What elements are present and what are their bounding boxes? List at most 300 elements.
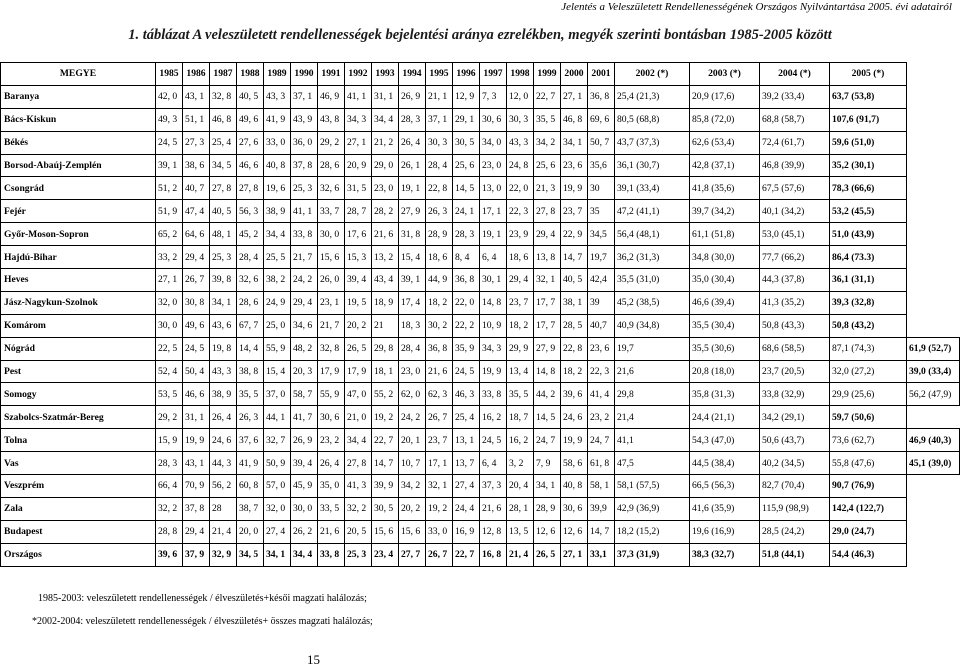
value-cell: 24, 8 bbox=[507, 154, 534, 177]
value-cell: 78,3 (66,6) bbox=[830, 177, 907, 200]
value-cell: 13, 8 bbox=[534, 246, 561, 269]
county-name-cell: Jász-Nagykun-Szolnok bbox=[1, 291, 156, 314]
value-cell: 23, 9 bbox=[507, 223, 534, 246]
value-cell: 46, 8 bbox=[561, 108, 588, 131]
county-name-cell: Zala bbox=[1, 497, 156, 520]
county-name-cell: Csongrád bbox=[1, 177, 156, 200]
value-cell: 29, 4 bbox=[291, 291, 318, 314]
value-cell: 40, 8 bbox=[561, 475, 588, 498]
value-cell: 55,8 (47,6) bbox=[830, 452, 907, 475]
value-cell: 54,4 (46,3) bbox=[830, 543, 907, 566]
value-cell: 43, 6 bbox=[210, 314, 237, 337]
value-cell: 28, 3 bbox=[399, 108, 426, 131]
value-cell: 42,8 (37,1) bbox=[690, 154, 760, 177]
value-cell: 27, 1 bbox=[561, 543, 588, 566]
value-cell: 58,1 (57,5) bbox=[615, 475, 690, 498]
value-cell: 56,4 (48,1) bbox=[615, 223, 690, 246]
value-cell: 37, 9 bbox=[183, 543, 210, 566]
value-cell: 28, 1 bbox=[507, 497, 534, 520]
value-cell: 39, 4 bbox=[291, 452, 318, 475]
value-cell: 28, 6 bbox=[237, 291, 264, 314]
value-cell: 35, 9 bbox=[453, 337, 480, 360]
value-cell: 40,9 (34,8) bbox=[615, 314, 690, 337]
value-cell: 77,7 (66,2) bbox=[760, 246, 830, 269]
value-cell: 59,7 (50,6) bbox=[830, 406, 907, 429]
value-cell: 20,9 (17,6) bbox=[690, 85, 760, 108]
value-cell: 46,8 (39,9) bbox=[760, 154, 830, 177]
value-cell: 35,5 (31,0) bbox=[615, 269, 690, 292]
value-cell: 37, 0 bbox=[264, 383, 291, 406]
value-cell: 7, 9 bbox=[534, 452, 561, 475]
table-row bbox=[1, 269, 960, 292]
value-cell: 23, 2 bbox=[318, 429, 345, 452]
value-cell: 29, 9 bbox=[507, 337, 534, 360]
value-cell: 19,7 bbox=[615, 337, 690, 360]
value-cell: 20, 1 bbox=[399, 429, 426, 452]
value-cell: 35,5 (30,4) bbox=[690, 314, 760, 337]
value-cell: 73,6 (62,7) bbox=[830, 429, 907, 452]
value-cell: 30, 0 bbox=[318, 223, 345, 246]
value-cell: 38,3 (32,7) bbox=[690, 543, 760, 566]
value-cell: 21, 1 bbox=[426, 85, 453, 108]
value-cell: 29, 4 bbox=[183, 520, 210, 543]
value-cell: 26, 5 bbox=[534, 543, 561, 566]
value-cell: 37, 8 bbox=[291, 154, 318, 177]
value-cell: 50, 4 bbox=[183, 360, 210, 383]
value-cell: 38, 9 bbox=[264, 200, 291, 223]
value-cell: 44, 3 bbox=[210, 452, 237, 475]
value-cell: 17, 1 bbox=[426, 452, 453, 475]
table-title: 1. táblázat A veleszületett rendellenességek bejelentési aránya ezrelékben, megyék szerinti bontásban 1985-2005 között bbox=[128, 27, 832, 43]
county-name-cell: Győr-Moson-Sopron bbox=[1, 223, 156, 246]
value-cell: 44,5 (38,4) bbox=[690, 452, 760, 475]
value-cell: 25,4 (21,3) bbox=[615, 85, 690, 108]
value-cell: 30, 1 bbox=[480, 269, 507, 292]
value-cell: 17, 9 bbox=[318, 360, 345, 383]
table-row bbox=[1, 85, 960, 108]
county-name-cell: Tolna bbox=[1, 429, 156, 452]
value-cell: 22, 8 bbox=[426, 177, 453, 200]
value-cell: 34, 2 bbox=[399, 475, 426, 498]
value-cell: 13, 1 bbox=[453, 429, 480, 452]
county-name-cell: Vas bbox=[1, 452, 156, 475]
value-cell: 30, 2 bbox=[426, 314, 453, 337]
value-cell: 21, 6 bbox=[426, 360, 453, 383]
value-cell: 82,7 (70,4) bbox=[760, 475, 830, 498]
value-cell: 18, 7 bbox=[507, 406, 534, 429]
value-cell: 28, 7 bbox=[345, 200, 372, 223]
value-cell: 29,8 bbox=[615, 383, 690, 406]
value-cell: 51, 1 bbox=[183, 108, 210, 131]
value-cell: 21, 2 bbox=[372, 131, 399, 154]
value-cell: 28, 6 bbox=[318, 154, 345, 177]
value-cell: 39,9 bbox=[588, 497, 615, 520]
county-name-cell: Pest bbox=[1, 360, 156, 383]
value-cell: 28,5 (24,2) bbox=[760, 520, 830, 543]
value-cell: 15, 3 bbox=[345, 246, 372, 269]
value-cell: 13, 5 bbox=[507, 520, 534, 543]
value-cell: 23, 7 bbox=[507, 291, 534, 314]
value-cell: 30, 8 bbox=[183, 291, 210, 314]
value-cell: 15, 6 bbox=[318, 246, 345, 269]
value-cell: 17, 7 bbox=[534, 291, 561, 314]
value-cell: 38, 1 bbox=[561, 291, 588, 314]
column-header-year: 1985 bbox=[156, 63, 183, 86]
value-cell: 15, 6 bbox=[372, 520, 399, 543]
value-cell: 32, 7 bbox=[264, 429, 291, 452]
table-row bbox=[1, 452, 960, 475]
value-cell: 6, 4 bbox=[480, 452, 507, 475]
value-cell: 59,6 (51,0) bbox=[830, 131, 907, 154]
value-cell: 64, 6 bbox=[183, 223, 210, 246]
value-cell: 18, 6 bbox=[426, 246, 453, 269]
value-cell: 24, 5 bbox=[453, 360, 480, 383]
value-cell: 27, 4 bbox=[453, 475, 480, 498]
value-cell: 50,8 (43,3) bbox=[760, 314, 830, 337]
column-header-year: 1998 bbox=[507, 63, 534, 86]
value-cell: 22, 0 bbox=[507, 177, 534, 200]
value-cell: 26, 9 bbox=[291, 429, 318, 452]
value-cell: 39, 1 bbox=[156, 154, 183, 177]
value-cell: 66, 4 bbox=[156, 475, 183, 498]
value-cell: 48, 2 bbox=[291, 337, 318, 360]
footnote-2: *2002-2004: veleszületett rendellenességek / élveszületés+ összes magzati halálozás; bbox=[32, 616, 373, 627]
value-cell: 6, 4 bbox=[480, 246, 507, 269]
value-cell: 19, 2 bbox=[372, 406, 399, 429]
county-name-cell: Országos bbox=[1, 543, 156, 566]
value-cell: 24, 5 bbox=[480, 429, 507, 452]
value-cell: 53,2 (45,5) bbox=[830, 200, 907, 223]
table-row bbox=[1, 177, 960, 200]
value-cell: 39, 6 bbox=[156, 543, 183, 566]
value-cell: 87,1 (74,3) bbox=[830, 337, 907, 360]
value-cell: 13, 0 bbox=[480, 177, 507, 200]
value-cell: 19, 8 bbox=[210, 337, 237, 360]
value-cell: 23, 2 bbox=[588, 406, 615, 429]
value-cell: 45, 2 bbox=[237, 223, 264, 246]
column-header-year: 1990 bbox=[291, 63, 318, 86]
value-cell: 40, 5 bbox=[237, 85, 264, 108]
value-cell: 35, 5 bbox=[237, 383, 264, 406]
value-cell: 29, 4 bbox=[507, 269, 534, 292]
table-row bbox=[1, 200, 960, 223]
value-cell: 41, 3 bbox=[345, 475, 372, 498]
county-name-cell: Borsod-Abaúj-Zemplén bbox=[1, 154, 156, 177]
value-cell: 33,8 (32,9) bbox=[760, 383, 830, 406]
value-cell: 19,7 bbox=[588, 246, 615, 269]
table-header-row bbox=[1, 63, 960, 86]
value-cell: 36,1 (31,1) bbox=[830, 269, 907, 292]
value-cell: 58, 1 bbox=[588, 475, 615, 498]
value-cell: 21,4 bbox=[615, 406, 690, 429]
value-cell: 46, 9 bbox=[318, 85, 345, 108]
column-header-year: 1997 bbox=[480, 63, 507, 86]
value-cell: 20, 2 bbox=[399, 497, 426, 520]
value-cell: 57, 0 bbox=[264, 475, 291, 498]
value-cell: 36, 8 bbox=[453, 269, 480, 292]
value-cell: 33, 8 bbox=[318, 543, 345, 566]
value-cell: 41, 9 bbox=[237, 452, 264, 475]
value-cell: 33, 0 bbox=[426, 520, 453, 543]
value-cell: 26, 4 bbox=[210, 406, 237, 429]
value-cell: 43, 4 bbox=[372, 269, 399, 292]
value-cell: 34, 5 bbox=[237, 543, 264, 566]
value-cell: 19, 1 bbox=[480, 223, 507, 246]
value-cell: 10, 9 bbox=[480, 314, 507, 337]
table-row bbox=[1, 131, 960, 154]
value-cell: 45, 9 bbox=[291, 475, 318, 498]
value-cell: 35, 5 bbox=[534, 108, 561, 131]
value-cell: 22, 2 bbox=[453, 314, 480, 337]
value-cell: 46, 3 bbox=[453, 383, 480, 406]
value-cell: 40,2 (34,5) bbox=[760, 452, 830, 475]
value-cell: 35, 5 bbox=[507, 383, 534, 406]
value-cell: 29, 4 bbox=[534, 223, 561, 246]
value-cell: 19, 6 bbox=[264, 177, 291, 200]
value-cell: 115,9 (98,9) bbox=[760, 497, 830, 520]
value-cell: 40, 7 bbox=[183, 177, 210, 200]
value-cell: 36, 8 bbox=[588, 85, 615, 108]
value-cell: 13, 7 bbox=[453, 452, 480, 475]
value-cell: 85,8 (72,0) bbox=[690, 108, 760, 131]
value-cell: 39,7 (34,2) bbox=[690, 200, 760, 223]
value-cell: 40, 8 bbox=[264, 154, 291, 177]
value-cell: 44, 2 bbox=[534, 383, 561, 406]
table-row bbox=[1, 383, 960, 406]
value-cell: 28, 5 bbox=[561, 314, 588, 337]
value-cell: 23, 6 bbox=[561, 154, 588, 177]
value-cell: 31, 8 bbox=[399, 223, 426, 246]
value-cell: 26, 2 bbox=[291, 520, 318, 543]
value-cell: 35,8 (31,3) bbox=[690, 383, 760, 406]
value-cell: 34, 5 bbox=[210, 154, 237, 177]
running-header: Jelentés a Veleszületett Rendellenességének Országos Nyilvántartása 2005. évi adatairól bbox=[561, 1, 952, 13]
footnote-1: 1985-2003: veleszületett rendellenességek / élveszületés+késői magzati halálozás; bbox=[38, 593, 367, 604]
county-name-cell: Bács-Kiskun bbox=[1, 108, 156, 131]
value-cell: 19,6 (16,9) bbox=[690, 520, 760, 543]
value-cell: 26, 7 bbox=[426, 543, 453, 566]
value-cell: 35,5 (30,6) bbox=[690, 337, 760, 360]
value-cell: 27, 1 bbox=[345, 131, 372, 154]
table-row bbox=[1, 406, 960, 429]
county-name-cell: Fejér bbox=[1, 200, 156, 223]
value-cell: 46, 6 bbox=[237, 154, 264, 177]
value-cell: 30, 6 bbox=[318, 406, 345, 429]
value-cell: 41, 1 bbox=[345, 85, 372, 108]
value-cell: 39,1 (33,4) bbox=[615, 177, 690, 200]
column-header-year: 1988 bbox=[237, 63, 264, 86]
table-row bbox=[1, 314, 960, 337]
table-row bbox=[1, 337, 960, 360]
value-cell: 56, 2 bbox=[210, 475, 237, 498]
value-cell: 21, 4 bbox=[210, 520, 237, 543]
value-cell: 38, 9 bbox=[210, 383, 237, 406]
value-cell: 28, 4 bbox=[426, 154, 453, 177]
value-cell: 27, 8 bbox=[534, 200, 561, 223]
value-cell: 25, 6 bbox=[453, 154, 480, 177]
value-cell: 12, 6 bbox=[561, 520, 588, 543]
value-cell: 23, 0 bbox=[480, 154, 507, 177]
value-cell: 34, 4 bbox=[291, 543, 318, 566]
column-header-year: 1986 bbox=[183, 63, 210, 86]
value-cell: 46,9 (40,3) bbox=[907, 429, 960, 452]
value-cell: 32, 2 bbox=[345, 497, 372, 520]
county-name-cell: Veszprém bbox=[1, 475, 156, 498]
value-cell: 53,0 (45,1) bbox=[760, 223, 830, 246]
value-cell: 29, 0 bbox=[372, 154, 399, 177]
value-cell: 51,8 (44,1) bbox=[760, 543, 830, 566]
value-cell: 53, 5 bbox=[156, 383, 183, 406]
value-cell: 29, 1 bbox=[453, 108, 480, 131]
value-cell: 41, 1 bbox=[291, 200, 318, 223]
value-cell: 26, 4 bbox=[318, 452, 345, 475]
column-header-year: 1991 bbox=[318, 63, 345, 86]
table-row bbox=[1, 429, 960, 452]
value-cell: 18, 2 bbox=[507, 314, 534, 337]
value-cell: 23, 7 bbox=[426, 429, 453, 452]
value-cell: 38, 6 bbox=[183, 154, 210, 177]
value-cell: 21, 7 bbox=[318, 314, 345, 337]
value-cell: 14, 4 bbox=[237, 337, 264, 360]
value-cell: 58, 7 bbox=[291, 383, 318, 406]
value-cell: 28, 3 bbox=[453, 223, 480, 246]
value-cell: 43, 9 bbox=[291, 108, 318, 131]
value-cell: 35,2 (30,1) bbox=[830, 154, 907, 177]
value-cell: 25, 4 bbox=[210, 131, 237, 154]
value-cell: 16, 8 bbox=[480, 543, 507, 566]
value-cell: 34, 1 bbox=[264, 543, 291, 566]
table-row bbox=[1, 520, 960, 543]
column-header-year: 2004 (*) bbox=[760, 63, 830, 86]
value-cell: 24, 5 bbox=[183, 337, 210, 360]
value-cell: 34,8 (30,0) bbox=[690, 246, 760, 269]
value-cell: 36,1 (30,7) bbox=[615, 154, 690, 177]
value-cell: 61,9 (52,7) bbox=[907, 337, 960, 360]
value-cell: 22, 8 bbox=[561, 337, 588, 360]
value-cell: 36, 0 bbox=[291, 131, 318, 154]
value-cell: 25, 3 bbox=[291, 177, 318, 200]
value-cell: 17, 1 bbox=[480, 200, 507, 223]
county-name-cell: Szabolcs-Szatmár-Bereg bbox=[1, 406, 156, 429]
value-cell: 26, 7 bbox=[426, 406, 453, 429]
value-cell: 32, 0 bbox=[264, 497, 291, 520]
value-cell: 37,3 (31,9) bbox=[615, 543, 690, 566]
column-header-year: 1996 bbox=[453, 63, 480, 86]
value-cell: 46,6 (39,4) bbox=[690, 291, 760, 314]
column-header-year: 2003 (*) bbox=[690, 63, 760, 86]
value-cell: 26, 7 bbox=[183, 269, 210, 292]
column-header-year: 2001 bbox=[588, 63, 615, 86]
value-cell: 41,1 bbox=[615, 429, 690, 452]
value-cell: 39,2 (33,4) bbox=[760, 85, 830, 108]
value-cell: 44, 1 bbox=[264, 406, 291, 429]
value-cell: 23, 7 bbox=[561, 200, 588, 223]
column-header-year: 1993 bbox=[372, 63, 399, 86]
page-number: 15 bbox=[307, 652, 320, 667]
value-cell: 49, 3 bbox=[156, 108, 183, 131]
value-cell: 45,1 (39,0) bbox=[907, 452, 960, 475]
value-cell: 20, 2 bbox=[345, 314, 372, 337]
value-cell: 52, 4 bbox=[156, 360, 183, 383]
table-row bbox=[1, 154, 960, 177]
column-header-year: 2000 bbox=[561, 63, 588, 86]
value-cell: 14, 8 bbox=[534, 360, 561, 383]
value-cell: 14, 5 bbox=[453, 177, 480, 200]
value-cell: 23,7 (20,5) bbox=[760, 360, 830, 383]
value-cell: 50,6 (43,7) bbox=[760, 429, 830, 452]
value-cell: 24, 7 bbox=[534, 429, 561, 452]
table-row bbox=[1, 246, 960, 269]
value-cell: 34, 2 bbox=[534, 131, 561, 154]
value-cell: 80,5 (68,8) bbox=[615, 108, 690, 131]
county-name-cell: Baranya bbox=[1, 85, 156, 108]
column-header-year: 2002 (*) bbox=[615, 63, 690, 86]
value-cell: 14, 7 bbox=[588, 520, 615, 543]
value-cell: 50, 7 bbox=[588, 131, 615, 154]
value-cell: 34, 1 bbox=[534, 475, 561, 498]
value-cell: 28, 2 bbox=[372, 200, 399, 223]
column-header-year: 1987 bbox=[210, 63, 237, 86]
value-cell: 30, 5 bbox=[453, 131, 480, 154]
value-cell: 43, 1 bbox=[183, 452, 210, 475]
value-cell: 44, 9 bbox=[426, 269, 453, 292]
value-cell: 69, 6 bbox=[588, 108, 615, 131]
value-cell: 31, 1 bbox=[183, 406, 210, 429]
value-cell: 31, 1 bbox=[372, 85, 399, 108]
value-cell: 34, 1 bbox=[210, 291, 237, 314]
value-cell: 29, 4 bbox=[183, 246, 210, 269]
value-cell: 40, 5 bbox=[210, 200, 237, 223]
table-row bbox=[1, 475, 960, 498]
value-cell: 19, 9 bbox=[561, 177, 588, 200]
value-cell: 86,4 (73.3) bbox=[830, 246, 907, 269]
value-cell: 24,4 (21,1) bbox=[690, 406, 760, 429]
value-cell: 10, 7 bbox=[399, 452, 426, 475]
value-cell: 28, 9 bbox=[534, 497, 561, 520]
table-row bbox=[1, 223, 960, 246]
county-name-cell: Budapest bbox=[1, 520, 156, 543]
value-cell: 62, 0 bbox=[399, 383, 426, 406]
value-cell: 39, 9 bbox=[372, 475, 399, 498]
value-cell: 29,0 (24,7) bbox=[830, 520, 907, 543]
value-cell: 30, 3 bbox=[426, 131, 453, 154]
value-cell: 23, 6 bbox=[588, 337, 615, 360]
value-cell: 26, 1 bbox=[399, 154, 426, 177]
value-cell: 27, 8 bbox=[345, 452, 372, 475]
value-cell: 34, 4 bbox=[264, 223, 291, 246]
table-row bbox=[1, 497, 960, 520]
value-cell: 34,5 bbox=[588, 223, 615, 246]
value-cell: 27, 1 bbox=[156, 269, 183, 292]
value-cell: 55, 2 bbox=[372, 383, 399, 406]
value-cell: 12, 0 bbox=[507, 85, 534, 108]
value-cell: 54,3 (47,0) bbox=[690, 429, 760, 452]
value-cell: 15, 6 bbox=[399, 520, 426, 543]
value-cell: 51, 9 bbox=[156, 200, 183, 223]
value-cell: 24, 6 bbox=[561, 406, 588, 429]
value-cell: 16, 9 bbox=[453, 520, 480, 543]
column-header-year: 1994 bbox=[399, 63, 426, 86]
county-name-cell: Somogy bbox=[1, 383, 156, 406]
value-cell: 26, 9 bbox=[399, 85, 426, 108]
value-cell: 30, 5 bbox=[372, 497, 399, 520]
value-cell: 32, 6 bbox=[318, 177, 345, 200]
value-cell: 44,3 (37,8) bbox=[760, 269, 830, 292]
value-cell: 21, 6 bbox=[480, 497, 507, 520]
value-cell: 19, 9 bbox=[561, 429, 588, 452]
value-cell: 37, 3 bbox=[480, 475, 507, 498]
table-row bbox=[1, 360, 960, 383]
